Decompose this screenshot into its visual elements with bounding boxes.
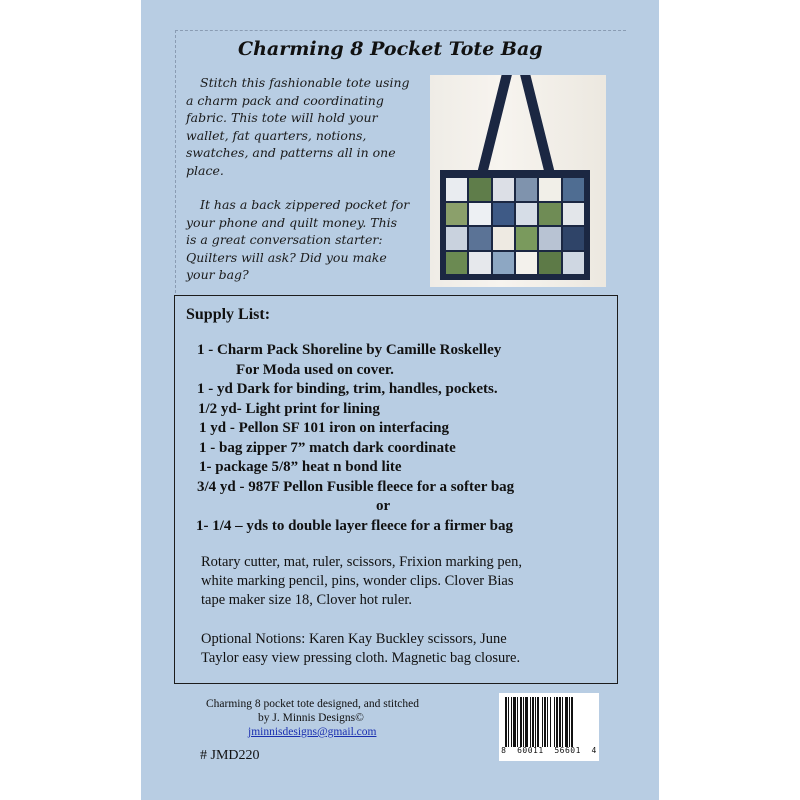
credit-line-1: Charming 8 pocket tote designed, and stitched (206, 698, 420, 710)
barcode-bar (537, 697, 539, 747)
bag-handle-left (477, 75, 513, 177)
barcode-bar (547, 697, 548, 747)
supply-item: 1- 1/4 – yds to double layer fleece for a firmer bag (196, 517, 514, 534)
supply-item: 1 - yd Dark for binding, trim, handles, pockets. (197, 381, 498, 397)
patchwork-bag (440, 170, 590, 280)
supply-item: 1 yd - Pellon SF 101 iron on interfacing (199, 420, 450, 436)
supply-item: 1/2 yd- Light print for lining (198, 400, 380, 417)
barcode-digits: 8 60011 56601 4 (501, 746, 597, 755)
tools-paragraph: Rotary cutter, mat, ruler, scissors, Frixion marking pen, white marking pencil, pins, wonder clips. Clover Bias tape maker size 18, Clover hot ruler. (201, 554, 522, 608)
barcode-bar (513, 697, 516, 747)
designer-credit (192, 697, 432, 739)
intro-paragraph-1: Stitch this fashionable tote using a charm pack and coordinating fabric. This tote will hold your wallet, fat quarters, notions, swatches, and patterns all in one place. (186, 75, 410, 178)
supply-item: 3/4 yd - 987F Pellon Fusible fleece for a softer bag (197, 478, 515, 495)
barcode-bar (520, 697, 522, 747)
barcode-bar (505, 697, 507, 747)
tote-bag-photo (430, 75, 606, 287)
barcode-bar (569, 697, 570, 747)
barcode-bar (532, 697, 534, 747)
barcode-bar (523, 697, 524, 747)
barcode-bar (511, 697, 512, 747)
supply-items (186, 341, 616, 536)
pattern-number: # JMD220 (200, 748, 260, 763)
barcode (499, 693, 599, 761)
barcode-bar (550, 697, 551, 747)
optional-notions-paragraph: Optional Notions: Karen Kay Buckley scissors, June Taylor easy view pressing cloth. Magnetic bag closure. (201, 631, 521, 666)
supply-item: 1- package 5/8” heat n bond lite (199, 459, 402, 475)
bag-handle-right (519, 75, 555, 177)
barcode-bar (525, 697, 528, 747)
barcode-bar (562, 697, 563, 747)
intro-text (186, 74, 418, 301)
supply-item: For Moda used on cover. (236, 361, 394, 378)
supply-list-heading: Supply List: (186, 306, 271, 323)
supply-item: 1 - bag zipper 7” match dark coordinate (199, 439, 456, 456)
barcode-bar (554, 697, 555, 747)
pattern-title: Charming 8 Pocket Tote Bag (238, 38, 543, 60)
designer-email-link[interactable]: jminnisdesigns@gmail.com (248, 726, 377, 738)
barcode-bar (542, 697, 543, 747)
barcode-bar (556, 697, 558, 747)
credit-line-2: by J. Minnis Designs© (258, 712, 364, 724)
barcode-bar (535, 697, 536, 747)
barcode-bar (559, 697, 561, 747)
barcode-bar (565, 697, 568, 747)
barcode-bar (517, 697, 518, 747)
intro-paragraph-2: It has a back zippered pocket for your phone and quilt money. This is a great conversation starter: Quilters will ask? Did you make your bag? (186, 197, 410, 282)
barcode-bar (571, 697, 573, 747)
barcode-bar (530, 697, 531, 747)
barcode-bar (544, 697, 546, 747)
supply-item: 1 - Charm Pack Shoreline by Camille Roskelley (197, 342, 502, 358)
supply-item: or (376, 498, 391, 514)
barcode-bar (508, 697, 509, 747)
tools-section (201, 553, 611, 688)
barcode-bars (505, 697, 593, 747)
